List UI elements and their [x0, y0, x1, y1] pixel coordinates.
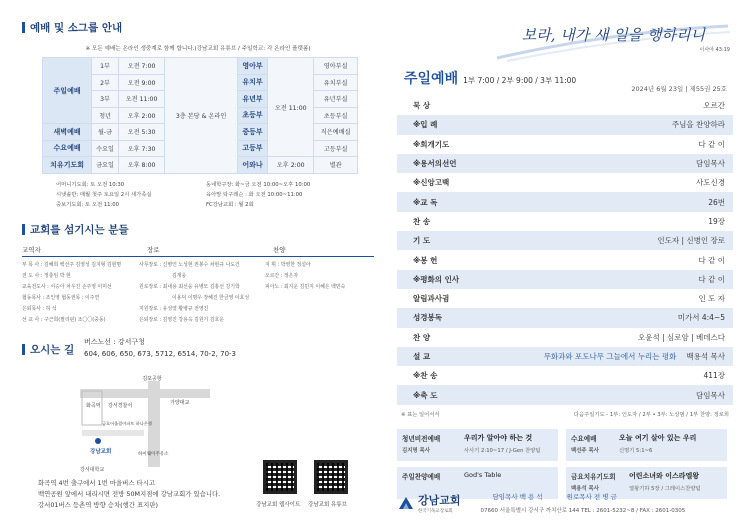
direction-line: 백연공원 앞에서 내리시면 전방 50M지점에 강남교회가 있습니다. [38, 490, 221, 498]
map-label: 하이웨이주유소 [138, 452, 169, 457]
order-item-content [479, 312, 733, 323]
cell: 사무장로 : 신병인 노성현 권봉수 차현규 나도건 [139, 261, 240, 268]
order-item-person: 담임목사 [696, 159, 725, 169]
order-row [397, 231, 733, 250]
school-name: 유년부 [237, 91, 267, 108]
member-row [22, 271, 374, 282]
cell: 부 목 사 : 김혜희 백선주 김영성 김지형 김현명 [22, 261, 122, 268]
qr-youtube-icon[interactable] [314, 460, 348, 494]
worship-guide-heading [22, 20, 374, 35]
heading-text: 교회를 섬기시는 분들 [30, 223, 129, 236]
order-item-content [479, 332, 733, 343]
school-name: 영아부 [237, 58, 267, 75]
order-item-name: 성경봉독 [413, 313, 442, 323]
cell: 원로장로 : 최내용 최선웅 유병모 김홍선 강기학 [139, 283, 240, 290]
order-item-person: 다 같 이 [698, 139, 725, 149]
order-item-name: 설 교 [413, 352, 431, 361]
order-item-person: 백용석 목사 [686, 352, 725, 361]
service-sermon: 우리가 알아야 하는 것 [464, 433, 533, 442]
order-item-content [479, 255, 733, 266]
cell: 전 도 사 : 정충임 박 현 [22, 272, 71, 279]
service-detail [464, 433, 541, 457]
map-label: 화곡역 [86, 403, 101, 409]
members-rows [22, 260, 374, 326]
map-label: 금호어울림아파트 하나은행 [102, 421, 152, 426]
order-item-content [479, 351, 733, 362]
left-panel [22, 20, 374, 360]
order-row [397, 135, 733, 154]
cat-dawn: 새벽예배 [43, 124, 92, 141]
order-of-worship [397, 96, 733, 405]
order-item-person: 인도자 | 신병인 장로 [657, 236, 725, 246]
service-name: 청년비전예배 [402, 434, 441, 443]
sunday-times: 1부 7:00 / 2부 9:00 / 3부 11:00 [463, 76, 577, 85]
service-sermon: 어린소녀와 이스라엘왕 [629, 471, 700, 480]
school-time: 오전 11:00 [268, 58, 314, 157]
church-brand [415, 492, 461, 514]
banner-verse-ref: 이사야 43:19 [699, 47, 730, 53]
time-cell: 오전 5:30 [118, 124, 164, 141]
order-item-person: 19장 [708, 216, 725, 226]
time-cell: 오후 8:00 [118, 157, 164, 174]
order-item-content [479, 293, 733, 304]
subnote: 육아맘 탁구레슨 : 화 오전 10:00~11:00 [206, 191, 303, 198]
sub-notes [56, 180, 374, 210]
church-name: 강남교회 [418, 494, 461, 507]
order-row [397, 115, 733, 134]
school-place: 유년부실 [314, 91, 358, 108]
cell: 지원장로 : 유성열 황병규 전영진 [139, 305, 209, 312]
order-item-person: 사도신경 [696, 178, 725, 188]
order-item-person: 오윤석 | 심로암 | 베데스다 [637, 332, 725, 342]
order-item-content [479, 235, 733, 246]
heading-text: 예배 및 소그룹 안내 [30, 22, 123, 34]
school-place: 고등부실 [314, 140, 358, 157]
service-scripture: 열왕기하 5장 / 그레이스찬양팀 [629, 485, 701, 492]
order-item-name: ※찬 송 [413, 371, 438, 381]
service-name: 주일찬양예배 [402, 472, 441, 481]
order-item-name: ※축 도 [413, 390, 438, 400]
service-name: 수요예배 [571, 434, 597, 443]
school-name: 유치부 [237, 74, 267, 91]
church-address: 07660 서울특별시 강서구 까치산로 144 TEL : 2601-5232~8 / FAX : 2601-0305 [480, 508, 686, 514]
order-row [397, 96, 733, 115]
other-services [397, 429, 733, 499]
order-item-content [479, 197, 733, 208]
banner [397, 20, 733, 68]
col-clergy: 교역자 [22, 245, 41, 254]
order-item-name: ※용서의선언 [413, 159, 457, 169]
bulletin-date: 2024년 6월 23일 | 제55권 25호 [631, 85, 727, 93]
order-item-content [479, 100, 733, 111]
order-row [397, 289, 733, 308]
road-horizontal [80, 389, 210, 398]
order-row [397, 328, 733, 347]
order-item-content [479, 119, 733, 130]
heading-bar [22, 22, 25, 33]
school-place: 영아부실 [314, 58, 358, 75]
member-row [22, 304, 374, 315]
qr-website-label: 강남교회 웹사이트 [256, 502, 301, 508]
school-name: 고등부 [237, 140, 267, 157]
school-name: 어와나 [237, 157, 267, 174]
stand-note: ※ 표는 일어서서 [401, 411, 440, 418]
order-row [397, 308, 733, 327]
school-place: 초등부실 [314, 107, 358, 124]
order-item-content [479, 216, 733, 227]
next-week-note: 다음주일기도 - 1부: 인도자 / 2부 • 3부: 노상범 / 1부 찬양: 정로희 [573, 411, 729, 418]
right-panel [397, 20, 733, 499]
members-columns [22, 245, 374, 257]
qr-website-icon[interactable] [263, 460, 297, 494]
order-item-name: ※입 례 [413, 120, 438, 130]
time-cell: 오전 9:00 [118, 74, 164, 91]
senior-pastor: 담임목사 백 용 석 [492, 493, 543, 501]
online-note: ※ 모든 예배는 온라인 생중계로 함께 합니다.(강남교회 유튜브 / 주일학교: 각 온라인 플랫폼) [85, 46, 311, 52]
members-heading [22, 222, 374, 237]
staff-info [481, 492, 686, 514]
cat-wednesday: 수요예배 [43, 140, 92, 157]
map-label: 가양대교 [170, 400, 190, 406]
direction-line: 화곡역 4번 출구에서 1번 마을버스 타시고 [38, 479, 156, 487]
service-title [402, 433, 464, 457]
service-scripture: 사사기 2:10~17 / J-Gen 찬양팀 [464, 447, 541, 454]
order-item-name: 찬 양 [413, 332, 431, 342]
time-cell: 오전 11:00 [118, 91, 164, 108]
order-item-content [479, 177, 733, 188]
part-cell: 금요일 [92, 157, 119, 174]
service-leader: 백용석 목사 [571, 485, 599, 492]
cell: 교육전도사 : 서승아 차우진 손주영 이미선 [22, 283, 112, 290]
order-item-person: 오르간 [703, 101, 725, 111]
subnote: 시냇솔반: 매월 첫주 토요일 2시 새가족실 [56, 191, 152, 198]
map-label: 강서대학교 [80, 467, 105, 473]
order-item-name: ※신앙고백 [413, 178, 450, 188]
road-side [82, 430, 144, 436]
footer [397, 492, 733, 520]
part-cell: 3부 [92, 91, 119, 108]
qr-youtube-label: 강남교회 유튜브 [308, 502, 347, 508]
church-pin-icon [95, 438, 101, 444]
cell: 김재웅 [172, 272, 187, 279]
member-row [22, 260, 374, 271]
awana-time: 오후 2:00 [268, 157, 314, 174]
map-label-church: 강남교회 [90, 449, 112, 455]
cat-healing: 치유기도회 [43, 157, 92, 174]
order-footnote [397, 410, 733, 418]
members-section [22, 222, 374, 326]
order-item-person: 411장 [703, 371, 725, 381]
cell: 선 교 사 : 구근희(필리핀) 조〇〇(중동) [22, 316, 106, 323]
denomination: 한국기독교장로회 [418, 509, 453, 514]
order-row [397, 270, 733, 289]
order-row [397, 192, 733, 211]
order-item-content [479, 139, 733, 150]
heading-text: 오시는 길 [30, 344, 75, 356]
time-cell: 오전 7:00 [118, 58, 164, 75]
order-item-name: 기 도 [413, 236, 431, 246]
order-item-person: 인 도 자 [698, 294, 725, 304]
service-sermon: God's Table [464, 470, 502, 479]
member-row [22, 293, 374, 304]
order-item-person: 다 같 이 [698, 274, 725, 284]
staff-row [481, 492, 686, 501]
directions-heading [22, 340, 84, 360]
subnote: 중보기도회: 토 오전 11:00 [56, 201, 120, 208]
order-item-name: 찬 송 [413, 216, 431, 226]
school-place: 직은예배실 [314, 124, 358, 141]
cell: 피아노 : 최지운 김민지 이혜은 백민숙 [265, 283, 346, 290]
order-item-person: 26번 [708, 197, 725, 207]
bus-label: 버스노선 : 강서구청 [84, 337, 145, 346]
service-sermon: 오늘 여기 살아 있는 우리 [619, 433, 697, 442]
order-item-name: ※봉 헌 [413, 255, 438, 265]
school-name: 초등부 [237, 107, 267, 124]
order-item-name: ※교 독 [413, 197, 438, 207]
service-box [566, 429, 727, 461]
service-leader: 백선주 목사 [571, 447, 599, 454]
service-title [571, 433, 619, 457]
cell: 은퇴목사 : 허 석 [22, 305, 57, 312]
map-label: 김포공항 [142, 376, 162, 382]
order-row [397, 347, 733, 366]
time-cell: 오후 2:00 [118, 107, 164, 124]
emeritus-pastor: 원로목사 전 병 금 [566, 493, 617, 501]
order-item-name: 묵 상 [413, 101, 431, 111]
order-row [397, 173, 733, 192]
bus-routes: 604, 606, 650, 673, 5712, 6514, 70-2, 70-3 [84, 349, 236, 358]
service-table [42, 57, 358, 174]
col-elders: 장로 [147, 245, 160, 254]
cat-sunday: 주일예배 [43, 58, 92, 124]
part-cell: 수요일 [92, 140, 119, 157]
order-item-content [479, 274, 733, 285]
member-row [22, 315, 374, 326]
heading-bar [22, 224, 25, 235]
church-logo-icon [397, 495, 415, 513]
cell: 은퇴장로 : 김영진 강용옥 김원기 김호운 [139, 316, 225, 323]
location-map [80, 375, 210, 475]
cell: 협동목사 : 조인영 협동권목 : 이주연 [22, 294, 100, 301]
order-item-person: 주님을 찬양하라 [671, 120, 725, 130]
service-detail [619, 433, 696, 457]
school-place: 유치부실 [314, 74, 358, 91]
order-row [397, 154, 733, 173]
part-cell: 2부 [92, 74, 119, 91]
order-item-name: 알림과사귐 [413, 294, 450, 304]
cell: 지 휘 : 박영한 정설아 [265, 261, 311, 268]
cell: 이용덕 이명우 장혜진 한금영 이호성 [172, 294, 250, 301]
subnote: FC강남교회 : 월 2회 [206, 201, 254, 208]
heading-bar [22, 344, 25, 355]
school-place: 별관 [314, 157, 358, 174]
bus-info [84, 336, 236, 360]
part-cell: 월-금 [92, 124, 119, 141]
order-item-person: 담임목사 [696, 390, 725, 400]
order-row [397, 385, 733, 404]
order-item-person: 다 같 이 [698, 255, 725, 265]
order-item-name: ※회개기도 [413, 139, 450, 149]
school-name: 중등부 [237, 124, 267, 141]
directions-section [22, 336, 374, 360]
banner-verse-script: 보라, 내가 새 일을 행하리니 [521, 26, 705, 44]
time-cell: 오후 7:30 [118, 140, 164, 157]
member-row [22, 282, 374, 293]
order-item-content [479, 370, 733, 381]
order-item-content [479, 390, 733, 401]
order-item-person: 미가서 4:4~5 [677, 313, 725, 323]
sermon-title: 무화과와 포도나무 그늘에서 누리는 평화 [543, 352, 677, 361]
direction-line: 강서01버스 등촌역 방향 승차(행간 표지판) [38, 501, 159, 509]
service-box [397, 429, 558, 461]
place-main: 3층 본당 & 온라인 [165, 58, 238, 174]
col-choir: 찬양 [273, 245, 286, 254]
order-item-content [479, 158, 733, 169]
subnote: 어머니기도회: 토 오전 10:30 [56, 181, 125, 188]
service-name: 금요치유기도회 [571, 472, 616, 481]
directions-text [38, 478, 288, 511]
part-cell: 청년 [92, 107, 119, 124]
subnote: 동네학구장: 화~금 오전 10:00~오후 10:00 [206, 181, 311, 188]
service-leader: 김지명 목사 [402, 447, 430, 454]
sunday-title: 주일예배 [404, 71, 459, 87]
map-label: 강서경찰서 [108, 403, 133, 409]
order-row [397, 250, 733, 269]
service-scripture: 신명기 5:1~6 [619, 447, 653, 454]
cell: 오르간 : 정은자 [265, 272, 299, 279]
order-row [397, 212, 733, 231]
order-row [397, 366, 733, 385]
order-item-name: ※평화의 인사 [413, 274, 460, 284]
part-cell: 1부 [92, 58, 119, 75]
